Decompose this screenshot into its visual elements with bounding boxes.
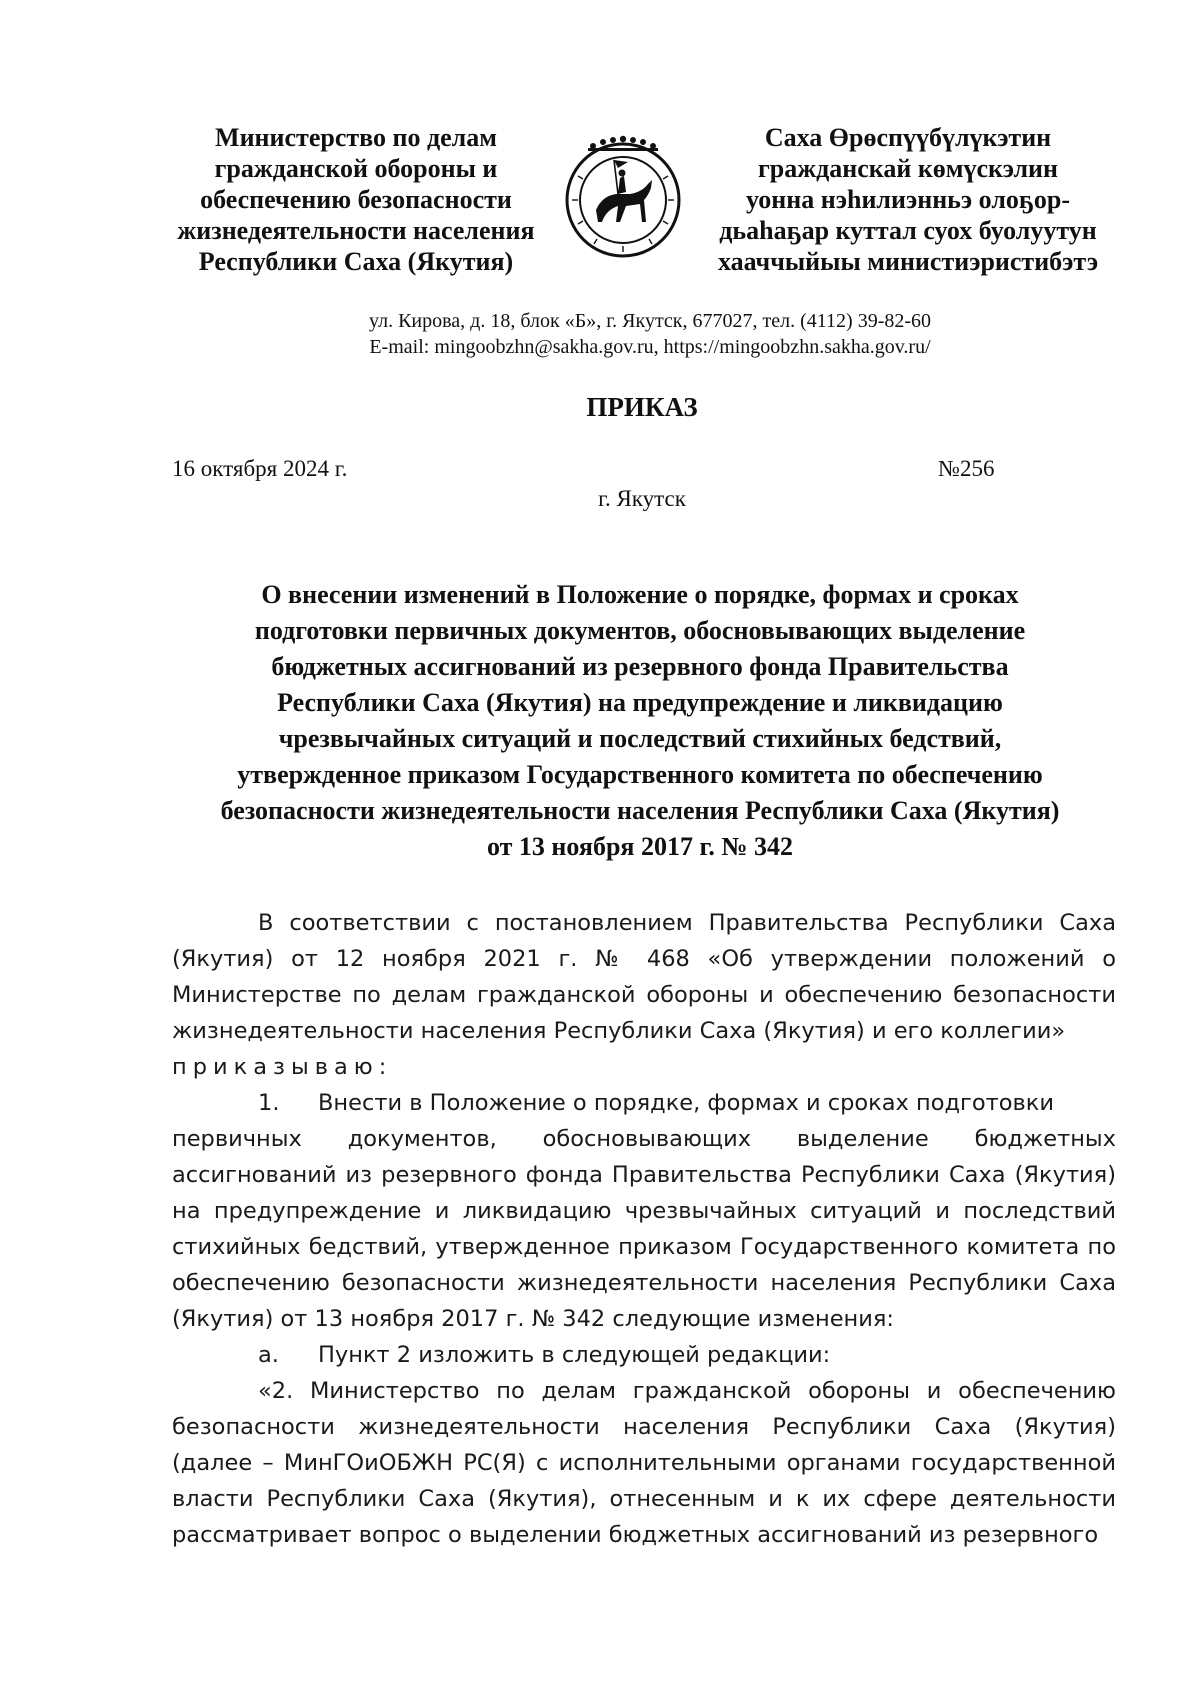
order-subject-line: Республики Саха (Якутия) на предупреждение и ликвидацию — [277, 688, 1003, 717]
item-1-number: 1. — [258, 1090, 280, 1116]
ministry-name-line: хааччыйыы министиэристибэтэ — [717, 247, 1099, 276]
item-1-text: первичных документов, обосновывающих выделение бюджетных ассигнований из резервного фонда Правительства Республики Саха (Якутия) на предупреждение и ликвидацию чрезвычайных ситуаций и последствий стихийных бедствий, утвержденное приказом Государственного комитета по обеспечению безопасности жизнедеятельности населения Республики Саха (Якутия) от 13 ноября 2017 г. № 342 следующие изменения: — [172, 1126, 1116, 1332]
item-1 — [172, 1085, 1116, 1121]
ministry-name-line: Республики Саха (Якутия) — [198, 247, 514, 276]
ministry-name-sakha — [700, 122, 1116, 277]
document-type-title: ПРИКАЗ — [586, 392, 698, 422]
coat-of-arms-emblem-icon — [558, 132, 688, 262]
order-subject — [150, 577, 1130, 865]
order-directive-word: приказываю: — [172, 1054, 393, 1080]
ministry-name-line: обеспечению безопасности — [200, 185, 512, 214]
ministry-name-line: гражданскай көмүскэлин — [757, 154, 1059, 183]
order-subject-line: подготовки первичных документов, обосновывающих выделение — [254, 616, 1026, 645]
order-subject-line: утвержденное приказом Государственного комитета по обеспечению — [237, 760, 1043, 789]
sub-a-marker: а. — [258, 1342, 279, 1368]
item-1-first-line: Внести в Положение о порядке, формах и сроках подготовки — [318, 1090, 1054, 1116]
order-subject-line: безопасности жизнедеятельности населения Республики Саха (Якутия) — [220, 796, 1060, 825]
ministry-address: ул. Кирова, д. 18, блок «Б», г. Якутск, 677027, тел. (4112) 39-82-60 — [368, 310, 932, 332]
ministry-name-line: уонна нэһилиэнньэ олоҕор- — [745, 185, 1071, 214]
order-subject-line: О внесении изменений в Положение о порядке, формах и сроках — [261, 580, 1019, 609]
ministry-name-line: Саха Өрөспүүбүлүкэтин — [764, 123, 1052, 152]
order-subject-line: от 13 ноября 2017 г. № 342 — [486, 832, 793, 861]
ministry-name-line: жизнедеятельности населения — [177, 216, 535, 245]
ministry-email-website: E-mail: mingoobzhn@sakha.gov.ru, https://mingoobzhn.sakha.gov.ru/ — [369, 336, 931, 358]
quoted-amendment: «2. Министерство по делам гражданской обороны и обеспечению безопасности жизнедеятельности населения Республики Саха (Якутия) (далее – МинГОиОБЖН РС(Я) с исполнительными органами государственной власти Республики Саха (Якутия), отнесенным и к их сфере деятельности рассматривает вопрос о выделении бюджетных ассигнований из резервного — [172, 1378, 1116, 1548]
order-number: №256 — [938, 456, 995, 481]
order-subject-line: чрезвычайных ситуаций и последствий стихийных бедствий, — [278, 724, 1002, 753]
ministry-name-line: гражданской обороны и — [214, 154, 498, 183]
order-body — [172, 905, 1116, 1553]
ministry-contacts — [200, 308, 1100, 360]
order-subject-line: бюджетных ассигнований из резервного фонда Правительства — [271, 652, 1009, 681]
order-city: г. Якутск — [598, 486, 686, 511]
order-date: 16 октября 2024 г. — [172, 456, 348, 481]
item-1-sub-a — [172, 1337, 1116, 1373]
sub-a-text: Пункт 2 изложить в следующей редакции: — [318, 1342, 831, 1368]
preamble-paragraph: В соответствии с постановлением Правительства Республики Саха (Якутия) от 12 ноября 2021 г. № 468 «Об утверждении положений о Министерстве по делам гражданской обороны и обеспечению безопасности жизнедеятельности населения Республики Саха (Якутия) и его коллегии» — [172, 910, 1116, 1044]
ministry-name-line: дьаһаҕар куттал суох буолуутун — [719, 216, 1097, 245]
ministry-name-russian — [168, 122, 544, 277]
ministry-name-line: Министерство по делам — [215, 123, 497, 152]
